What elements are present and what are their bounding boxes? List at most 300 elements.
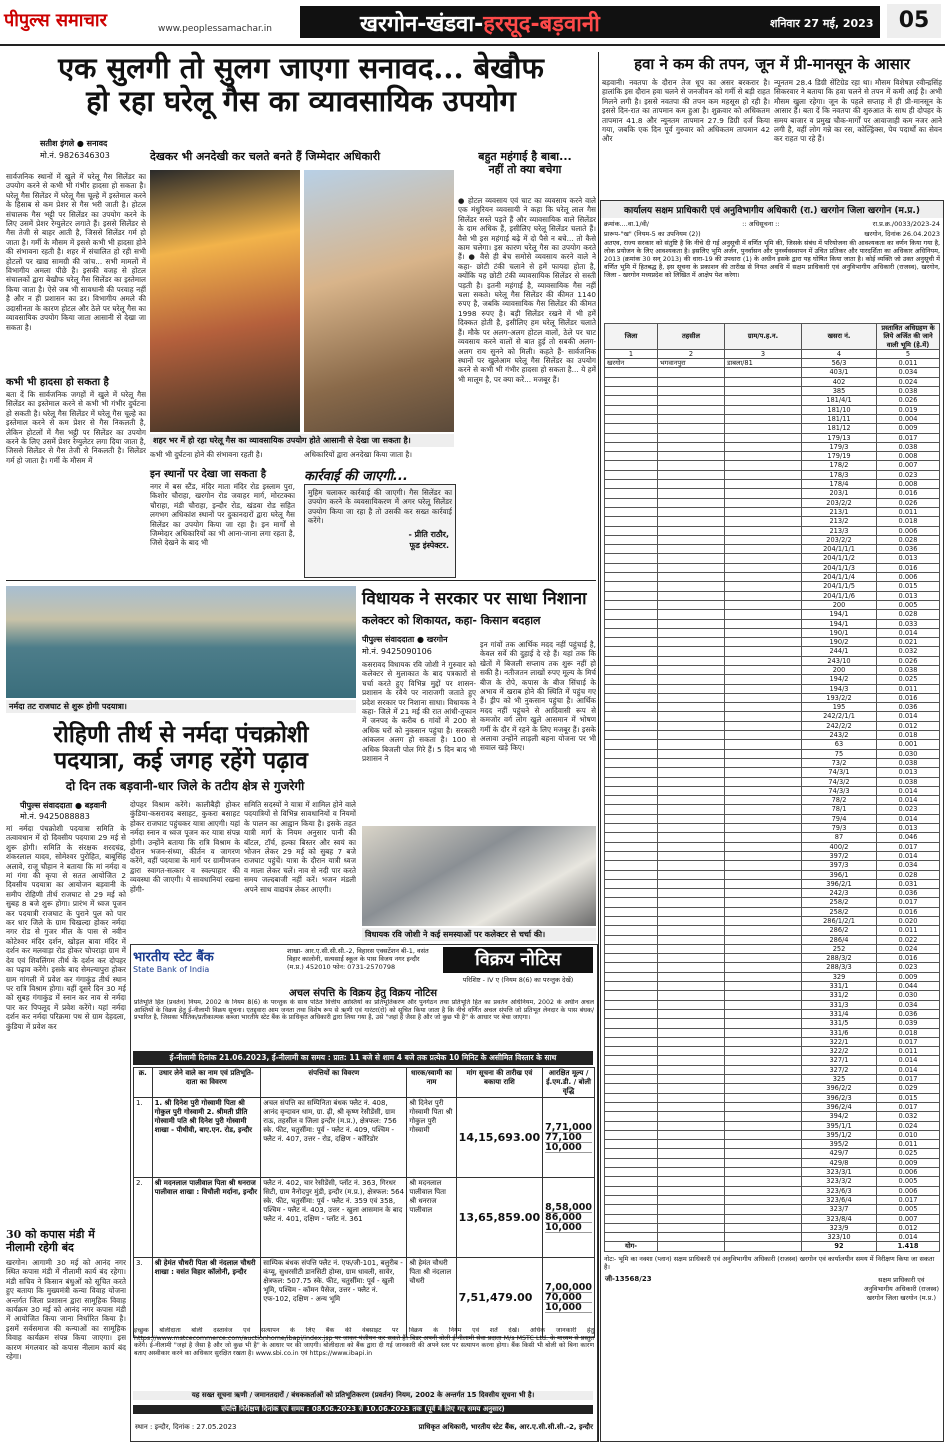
land-sign-right-2: अनुविभागीय अधिकारी (राजस्व) <box>863 1284 939 1293</box>
cell-area: 0.011 <box>877 684 940 693</box>
sbi-bank-sub: State Bank of India <box>133 965 210 974</box>
cell-village <box>725 749 802 758</box>
cell-village <box>725 377 802 386</box>
cotton-headline <box>6 1228 126 1254</box>
cell-village <box>725 517 802 526</box>
cell-area: 0.031 <box>877 879 940 888</box>
land-sign-right <box>864 1275 939 1302</box>
cell-village <box>725 926 802 935</box>
newspaper-logo: पीपुल्स समाचार <box>4 10 107 31</box>
sbi-emd-value: 77,100 <box>545 1133 592 1143</box>
cell-khasra: 181/12 <box>802 424 877 433</box>
cell-village <box>725 647 802 656</box>
cell-area: 0.017 <box>877 1102 940 1111</box>
cell-tehsil <box>658 1186 725 1195</box>
cell-district <box>605 954 658 963</box>
land-table-row <box>605 656 940 665</box>
land-table-row <box>605 1205 940 1214</box>
yatra-headline-1: रोहिणी तीर्थ से नर्मदा पंचक्रोशी <box>53 721 309 748</box>
cell-khasra: 213/1 <box>802 507 877 516</box>
cell-district: खरगोन <box>605 359 658 368</box>
land-table-row <box>605 517 940 526</box>
hdr-village: ग्राम/प.ह.न. <box>725 324 802 350</box>
land-table-row <box>605 879 940 888</box>
cell-district <box>605 721 658 730</box>
cell-khasra: 286/2 <box>802 926 877 935</box>
cell-village <box>725 972 802 981</box>
cell-tehsil <box>658 1102 725 1111</box>
land-table-row <box>605 693 940 702</box>
land-table-row <box>605 861 940 870</box>
cell-khasra: 396/2/3 <box>802 1093 877 1102</box>
yatra-headline <box>6 722 356 775</box>
cell-district <box>605 619 658 628</box>
cell-area: 0.014 <box>877 814 940 823</box>
action-text: मुहिम चलाकर कार्रवाई की जाएगी। गैस सिलेंडर का उपयोग करने के व्यवसायिकरण में अगर घरेलू सिलेंडर उपयोग किया जा रहा है तो उसकी कर सख्त कार्रवाई करेंगे। <box>308 488 452 526</box>
cell-area: 0.009 <box>877 424 940 433</box>
cell-village <box>725 675 802 684</box>
cell-tehsil <box>658 749 725 758</box>
land-table-row <box>605 870 940 879</box>
cell-area: 0.010 <box>877 1130 940 1139</box>
land-table-row <box>605 786 940 795</box>
cell-khasra: 323/6/3 <box>802 1186 877 1195</box>
sbi-brand <box>133 947 283 974</box>
sbi-inc-value: 10,000 <box>545 1143 592 1153</box>
sbi-hdr-property: संपत्तियों का विवरण <box>261 1068 407 1098</box>
cell-khasra: 325 <box>802 1075 877 1084</box>
cell-tehsil <box>658 507 725 516</box>
cell-area: 0.018 <box>877 517 940 526</box>
cell-khasra: 323/3/1 <box>802 1168 877 1177</box>
cell-village <box>725 833 802 842</box>
cell-khasra: 286/4 <box>802 935 877 944</box>
colnum-4: 4 <box>802 349 877 358</box>
cell-area: 0.032 <box>877 1112 940 1121</box>
cell-district <box>605 935 658 944</box>
cell-district <box>605 768 658 777</box>
cell-village <box>725 591 802 600</box>
cell-area: 0.026 <box>877 396 940 405</box>
land-table-row <box>605 889 940 898</box>
land-table-row <box>605 805 940 814</box>
land-table-row <box>605 982 940 991</box>
cell-khasra: 194/1 <box>802 610 877 619</box>
cell-village <box>725 638 802 647</box>
cell-area: 0.006 <box>877 526 940 535</box>
weather-col-1: बड़वानी। नवतपा के दौरान तेज धूप का असर बरकरार है। हालांकि इस दौरान हवा चलने से जनजीवन को गर्मी से बड़ी राहत मिलने लगी है। इससे नवतपा की तपन कम महसूस हो रही है। इससे दिन-रात का तापमान कम हुआ है। शुक्रवार को अधिकतम तापमान 41.8 और न्यूनतम तापमान 27.9 डिग्री दर्ज किया गया, जबकि एक दिन पूर्व गुरुवार को अधिकतम तापमान 42 और <box>602 78 770 144</box>
cell-khasra: 400/2 <box>802 842 877 851</box>
total-label: योग- <box>605 1242 658 1251</box>
cell-khasra: 323/9 <box>802 1223 877 1232</box>
website-url[interactable]: www.peoplessamachar.in <box>158 24 272 34</box>
land-table-row <box>605 1075 940 1084</box>
cell-district <box>605 1009 658 1018</box>
cell-village <box>725 489 802 498</box>
cell-district <box>605 1186 658 1195</box>
cell-area: 0.038 <box>877 758 940 767</box>
yatra-headline-2: पदयात्रा, कई जगह रहेंगे पढ़ाव <box>54 747 308 775</box>
masthead <box>0 0 945 46</box>
cell-district <box>605 1075 658 1084</box>
cell-tehsil <box>658 1093 725 1102</box>
cell-village <box>725 554 802 563</box>
cell-tehsil <box>658 638 725 647</box>
cell-khasra: 242/2/2 <box>802 721 877 730</box>
cell-district <box>605 991 658 1000</box>
cell-tehsil <box>658 963 725 972</box>
cell-khasra: 74/3/2 <box>802 777 877 786</box>
cell-village <box>725 563 802 572</box>
cell-area: 0.018 <box>877 731 940 740</box>
land-table-row <box>605 665 940 674</box>
cell-district <box>605 1158 658 1167</box>
cell-village <box>725 740 802 749</box>
cell-tehsil <box>658 480 725 489</box>
cell-area: 0.014 <box>877 712 940 721</box>
cell-district <box>605 480 658 489</box>
cell-khasra: 181/11 <box>802 414 877 423</box>
sbi-cell-reserve <box>543 1258 595 1338</box>
cell-district <box>605 452 658 461</box>
land-notice-refs-2 <box>601 229 943 238</box>
cell-area: 0.021 <box>877 638 940 647</box>
cell-khasra: 331/2 <box>802 991 877 1000</box>
land-table-row <box>605 1084 940 1093</box>
cell-district <box>605 972 658 981</box>
cell-district <box>605 898 658 907</box>
cell-district <box>605 1065 658 1074</box>
land-table-row <box>605 535 940 544</box>
cell-district <box>605 684 658 693</box>
cell-khasra: 193/2/2 <box>802 693 877 702</box>
ref-mid: :: अधिसूचना :: <box>742 220 780 228</box>
cell-village <box>725 1037 802 1046</box>
cell-area: 0.018 <box>877 1028 940 1037</box>
cell-village <box>725 1121 802 1130</box>
cell-district <box>605 424 658 433</box>
cell-area: 0.023 <box>877 470 940 479</box>
cell-tehsil <box>658 982 725 991</box>
cell-tehsil <box>658 368 725 377</box>
land-table-row <box>605 814 940 823</box>
cell-district <box>605 470 658 479</box>
cell-tehsil <box>658 851 725 860</box>
mla-headline: विधायक ने सरकार पर साधा निशाना <box>362 589 587 609</box>
land-table-row <box>605 489 940 498</box>
cell-tehsil <box>658 796 725 805</box>
sbi-cell-property: अचल संपत्ति का सम्पिनिता बंधक फ्लैट नं. 408, आनंद वृन्दावन धाम, ग्रा. ढ़ी, श्री कृष्ण रेसीडेंसी, ग्राम राऊ, तहसील व जिला इन्दौर (म.प्र.), क्षेत्रफल: 756 स्के. फीट, चतुर्सीमा: पूर्व - फ्लैट नं. 409, पश्चिम - फ्लैट नं. 407, उत्तर - रोड, दक्षिण - कॉरिडोर <box>261 1098 407 1178</box>
cell-khasra: 331/5 <box>802 1019 877 1028</box>
cell-area: 0.008 <box>877 480 940 489</box>
cell-tehsil <box>658 684 725 693</box>
cell-district <box>605 917 658 926</box>
cell-tehsil <box>658 424 725 433</box>
cell-khasra: 258/2 <box>802 898 877 907</box>
cell-district <box>605 749 658 758</box>
cell-district <box>605 573 658 582</box>
yatra-mobile: मो.नं. 9425088883 <box>20 812 90 821</box>
cell-tehsil <box>658 758 725 767</box>
cell-area: 0.014 <box>877 851 940 860</box>
cell-district <box>605 944 658 953</box>
cell-village <box>725 433 802 442</box>
cell-district <box>605 1112 658 1121</box>
land-table-row <box>605 1093 940 1102</box>
lead-mid-text-2: नगर में बस स्टैंड, मंदिर माता मंदिर रोड इस्लाम पुरा, किशोर चौराहा, खरगोन रोड जवाहर मार्ग, मोरटक्का चौराहा, मंडी चौराहा, इन्दौर रोड, खंडवा रोड सहित लगभग अधिकांश स्थानों पर दुकानदारों द्वारा घरेलू गैस सिलेंडर का उपयोग किया जा रहा है। इन मार्गों से जिम्मेदार अधिकारियों का भी आना-जाना लगा रहता है, जिसे देखने के बाद भी <box>150 482 295 548</box>
cell-tehsil <box>658 656 725 665</box>
land-table-row <box>605 1047 940 1056</box>
cell-village <box>725 656 802 665</box>
colnum-5: 5 <box>877 349 940 358</box>
region-main: खरगोन-खंडवा- <box>360 12 484 37</box>
cell-village <box>725 1112 802 1121</box>
cell-district <box>605 517 658 526</box>
sbi-appendix: परिशिष्ट - IV ए (नियम 8(6) का परन्तुक देखें) <box>462 976 574 984</box>
cell-khasra: 327/1 <box>802 1056 877 1065</box>
cell-tehsil <box>658 1047 725 1056</box>
sbi-cell-borrower: श्री मदनलाल पालीवाल पिता श्री धनराज पालीवाल शाखा : विचौली मर्दाना, इन्दौर <box>152 1178 261 1258</box>
sbi-cell-borrower: 1. श्री दिनेश पुरी गोस्वामी पिता श्री गोकुल पुरी गोस्वामी 2. श्रीमती प्रीति गोस्वामी पति श्री दिनेश पुरी गोस्वामी शाखा - पीथीवी, बाए.एन. रोड, इन्दौर <box>152 1098 261 1178</box>
cell-tehsil <box>658 824 725 833</box>
sbi-hdr-owner: धारक/स्वामी का नाम <box>407 1068 456 1098</box>
land-table-row <box>605 368 940 377</box>
cell-district <box>605 758 658 767</box>
cell-district <box>605 414 658 423</box>
cell-tehsil <box>658 489 725 498</box>
cell-khasra: 394/2 <box>802 1112 877 1121</box>
cell-area: 0.014 <box>877 1233 940 1242</box>
cell-district <box>605 814 658 823</box>
cell-khasra: 204/1/1/2 <box>802 554 877 563</box>
cell-village <box>725 1205 802 1214</box>
land-table-row <box>605 498 940 507</box>
lead-column-1: सार्वजनिक स्थानों में खुले में घरेलू गैस सिलेंडर का उपयोग करने से कभी भी गंभीर हादसा हो सकता है। घरेलू गैस सिलेंडर में घरेलू गैस चूल्हे में इस्तेमाल करने के हिसाब से कम प्रेशर से गैस भरी जाती है। होटल संचालक गैस भट्टी पर सिलेंडर का उपयोग करने के लिए उसमें प्रेशर रेग्युलेटर लगाते हैं। इससे सिलेंडर से गैस तेजी से बाहर आती है, जिससे सिलेंडर गर्म हो जाता है। गर्मी के मौसम में इससे कभी भी हादसा होने की संभावना रहती है। शहर में संचालित हो रही सभी होटलों पर खाद्य सामग्री की जांच... सभी मामलों में विभागीय अमला पीछे है। इसकी वजह से होटल संचालकों द्वारा बेखौफ घरेलू गैस सिलेंडर का इस्तेमाल किया जाता है। ऐसे जब भी सावधानी की परवाह नहीं है और न ही प्रशासन का डर। विभागीय अमले की उदासीनता के कारण होटल और ठेले पर घरेलू गैस का व्यावसायिक उपयोग किया जाता आसानी से देखा जा सकता है। <box>6 172 146 332</box>
sbi-cell-no: 1. <box>134 1098 153 1178</box>
cell-tehsil <box>658 1149 725 1158</box>
cell-village <box>725 405 802 414</box>
sbi-table <box>133 1067 595 1338</box>
cell-area: 0.016 <box>877 907 940 916</box>
cell-tehsil <box>658 1037 725 1046</box>
land-table-row <box>605 647 940 656</box>
cell-khasra: 190/1 <box>802 628 877 637</box>
cell-area: 0.036 <box>877 889 940 898</box>
cell-tehsil <box>658 1130 725 1139</box>
sbi-reserve-value: 7,00,000 <box>545 1281 592 1293</box>
land-table-row <box>605 480 940 489</box>
land-table-row <box>605 712 940 721</box>
lead-subhead-right-1: बहुत महंगाई है बाबा... <box>478 150 572 163</box>
cell-tehsil <box>658 442 725 451</box>
total-count: 92 <box>802 1242 877 1251</box>
cell-village <box>725 1233 802 1242</box>
cell-village <box>725 898 802 907</box>
land-table-row <box>605 740 940 749</box>
cell-village <box>725 396 802 405</box>
cell-tehsil <box>658 786 725 795</box>
cell-area: 0.015 <box>877 1093 940 1102</box>
land-table-row <box>605 359 940 368</box>
land-table-row <box>605 470 940 479</box>
sbi-emd-value: 70,000 <box>545 1293 592 1303</box>
land-table-row <box>605 507 940 516</box>
cell-village <box>725 758 802 767</box>
cell-village <box>725 870 802 879</box>
cell-village <box>725 1177 802 1186</box>
cell-district <box>605 712 658 721</box>
cell-district <box>605 926 658 935</box>
cell-tehsil <box>658 461 725 470</box>
cell-district <box>605 1195 658 1204</box>
cell-area: 0.016 <box>877 489 940 498</box>
action-box <box>304 484 456 578</box>
land-table-row <box>605 684 940 693</box>
cell-tehsil <box>658 498 725 507</box>
cell-area: 0.012 <box>877 721 940 730</box>
cell-area: 0.014 <box>877 1056 940 1065</box>
cell-tehsil <box>658 721 725 730</box>
land-sign-left: जी-13568/23 <box>605 1274 652 1283</box>
lead-right-column: ● होटल व्यवसाय एवं चाट का व्यवसाय करने वाले एक मंधुरियन व्यवसायी ने कहा कि घरेलू लाल गैस सिलेंडर सस्ते पड़ते हैं और व्यावसायिक वाले सिलेंडर के दाम अधिक हैं, इसीलिए घरेलू सिलेंडर चलाते हैं। वैसे भी इस महंगाई बढ़े में दो पैसे न बचे... तो कैसे काम चलेगा। इस कारण घरेलू गैस का उपयोग करते हैं। ● वैसे ही बेच समोसे व्यवसाय करने वाले ने कहा- छोटी टंकी चलाने से हमें फायदा होता है, क्योंकि यह छोटी टंकी व्यावसायिक सिलेंडर से सस्ती पड़ती है। इतनी महंगाई है, व्यावसायिक गैस नहीं चला सकते। घरेलू गैस सिलेंडर की कीमत 1140 रुपए है, जबकि व्यावसायिक गैस सिलेंडर की कीमत 1998 रुपए है। बड़ी सिलेंडर रखने में भी हमें दिक्कत होती है, इसीलिए हम घरेलू सिलेंडर चलाते हैं। मौके पर अलग-अलग होटल वालों, ठेले पर चाट व्यवसाय करने वालों से बात हुई तो सबकी अलग-अलग राय सुनने को मिली। कहते हैं- सार्वजनिक स्थानों पर खुलेआम घरेलू गैस सिलेंडर का उपयोग करने से कभी भी गंभीर हादसा हो सकता है... ये हमें भी मालूम है, पर क्या करें... मजबूर हैं। <box>458 196 596 384</box>
cell-tehsil <box>658 647 725 656</box>
cell-village <box>725 582 802 591</box>
sbi-table-row <box>134 1178 595 1258</box>
cell-village <box>725 1065 802 1074</box>
sbi-cell-no: 2. <box>134 1178 153 1258</box>
cell-tehsil <box>658 1028 725 1037</box>
cell-district <box>605 1084 658 1093</box>
edition-date: शनिवार 27 मई, 2023 <box>770 17 874 30</box>
cell-area: 0.024 <box>877 1121 940 1130</box>
cell-khasra: 403/1 <box>802 368 877 377</box>
cell-village <box>725 545 802 554</box>
cell-village <box>725 1130 802 1139</box>
colnum-1: 1 <box>605 349 658 358</box>
mla-photo-caption: विधायक रवि जोशी ने कई समस्याओं पर कलेक्टर से चर्चा की। <box>362 928 596 941</box>
cell-khasra: 204/1/1/5 <box>802 582 877 591</box>
hdr-khasra: खसरा नं. <box>802 324 877 350</box>
cell-khasra: 243/2 <box>802 731 877 740</box>
land-table-row <box>605 777 940 786</box>
cell-village <box>725 982 802 991</box>
cell-area: 0.009 <box>877 1158 940 1167</box>
cell-tehsil <box>658 1177 725 1186</box>
land-table-row <box>605 935 940 944</box>
cell-khasra: 200 <box>802 665 877 674</box>
cell-tehsil <box>658 535 725 544</box>
cell-area: 0.016 <box>877 954 940 963</box>
land-table-row <box>605 1037 940 1046</box>
cell-tehsil <box>658 554 725 563</box>
cell-tehsil <box>658 712 725 721</box>
land-table-row <box>605 758 940 767</box>
cell-area: 0.008 <box>877 452 940 461</box>
cell-tehsil <box>658 1121 725 1130</box>
land-table-row <box>605 1000 940 1009</box>
cell-village <box>725 684 802 693</box>
yatra-col-3: समिति सदस्यों ने यात्रा में शामिल होने वाले पदयात्रियों से विभिन्न सावधानियों व नियमों के पालन का आह्वान किया है। इसके तहत यात्री मार्ग के नियम अनुसार पानी की बॉटल, टॉर्च, हल्का बिस्तर और स्वयं का भोजन लेकर 29 मई को सुबह 7 बजे राजघाट पहुंचें। यात्रा के दौरान यात्री ध्वज व माला लेकर चलें। नाव से नदी पार करते समय जल्दबाजी नहीं करें। भजन मंडली अपने साथ वाद्ययंत्र लेकर आएगी। <box>244 800 356 894</box>
cell-area: 0.011 <box>877 507 940 516</box>
cell-village <box>725 1009 802 1018</box>
sbi-cell-property: फ्लैट नं. 402, चार रेसीडेंसी, प्लॉट नं. 363, गिरधर सिटी, ग्राम नैनोदपुर मुंडी, इन्दौर (म.प्र.), क्षेत्रफल: 564 स्के. फीट, चतुर्सीमा: पूर्व - फ्लैट नं. 359 एवं 358, पश्चिम - फ्लैट नं. 403, उत्तर - खुला आसमान के बाद फ्लैट नं. 401, दक्षिण - प्लॉट नं. 361 <box>261 1178 407 1258</box>
cell-tehsil <box>658 907 725 916</box>
cell-khasra: 323/7 <box>802 1205 877 1214</box>
cell-khasra: 204/1/1/3 <box>802 563 877 572</box>
cell-area: 0.013 <box>877 591 940 600</box>
cell-area: 0.030 <box>877 991 940 1000</box>
cell-tehsil <box>658 675 725 684</box>
yatra-col-2: दोपहर विश्राम करेंगे। कालीबैड़ी होकर कुंडिया-कसरावद बसाहट, कुकरा बसाहट होकर राजघाट पहुंचकर यात्रा आएगी। यहां नर्मदा स्नान व ध्वज पूजन कर यात्रा संपन्न होगी। उन्होंने बताया कि रात्रि विश्राम के दौरान भजन-संध्या, कीर्तन व जागरण करेंगे, वहीं पदयात्रा के मार्ग पर ग्रामीणजन द्वारा स्वागत-सत्कार व स्वल्पाहार की व्यवस्था की जाएगी। ये सावधानियां रखना होंगी- <box>130 800 240 894</box>
cell-area: 0.017 <box>877 1037 940 1046</box>
cell-khasra: 288/3/2 <box>802 954 877 963</box>
cell-district <box>605 963 658 972</box>
cell-village <box>725 1056 802 1065</box>
cell-khasra: 213/2 <box>802 517 877 526</box>
cell-district <box>605 982 658 991</box>
cell-area: 0.001 <box>877 740 940 749</box>
cell-village <box>725 1149 802 1158</box>
cell-tehsil <box>658 1205 725 1214</box>
mla-mobile: मो.नं. 9425090106 <box>362 647 432 656</box>
cell-village <box>725 1158 802 1167</box>
cell-village <box>725 824 802 833</box>
cell-district <box>605 628 658 637</box>
cell-district <box>605 665 658 674</box>
cell-tehsil <box>658 396 725 405</box>
region-highlight: हरसूद-बड़वानी <box>483 12 600 37</box>
cell-district <box>605 731 658 740</box>
lead-column-1b: बता दें कि सार्वजनिक जगहों में खुले में घरेलू गैस सिलेंडर का इस्तेमाल करने से कभी भी गंभीर दुर्घटना हो सकती है। घरेलू गैस सिलेंडर में घरेलू गैस चूल्हे का इस्तेमाल करने से कम प्रेशर से गैस निकलती है, लेकिन होटलों में गैस भट्ठी पर सिलेंडर का उपयोग करने के लिए उसमें प्रेशर रेग्युलेटर लगा दिया जाता है, जिससे सिलेंडर से गैस तेजी से निकलती है। सिलेंडर गर्म हो जाता है। गर्मी के मौसम में <box>6 390 146 465</box>
cell-tehsil <box>658 944 725 953</box>
cell-area: 0.016 <box>877 563 940 572</box>
cell-khasra: 288/3/3 <box>802 963 877 972</box>
mla-subhead: कलेक्टर को शिकायत, कहा- किसान बदहाल <box>362 614 541 627</box>
cell-tehsil <box>658 879 725 888</box>
cell-khasra: 190/2 <box>802 638 877 647</box>
cell-tehsil <box>658 768 725 777</box>
cell-village <box>725 526 802 535</box>
cell-village <box>725 1186 802 1195</box>
cell-tehsil <box>658 545 725 554</box>
land-table-header <box>605 324 940 350</box>
land-table-total <box>605 1242 940 1251</box>
cell-khasra: 204/1/1/1 <box>802 545 877 554</box>
cell-district <box>605 1121 658 1130</box>
land-table-row <box>605 461 940 470</box>
cell-khasra: 329 <box>802 972 877 981</box>
land-table-row <box>605 554 940 563</box>
cell-khasra: 63 <box>802 740 877 749</box>
cell-district <box>605 1037 658 1046</box>
land-table-row <box>605 1149 940 1158</box>
cell-area: 0.036 <box>877 703 940 712</box>
cell-area: 0.014 <box>877 628 940 637</box>
land-table-row <box>605 1009 940 1018</box>
total-area: 1.418 <box>877 1242 940 1251</box>
cell-village <box>725 963 802 972</box>
cell-area: 0.026 <box>877 656 940 665</box>
cell-area: 0.023 <box>877 963 940 972</box>
cell-tehsil <box>658 610 725 619</box>
cell-khasra: 396/2/1 <box>802 879 877 888</box>
total-blank-1 <box>658 1242 725 1251</box>
cell-district <box>605 1223 658 1232</box>
land-table-row <box>605 851 940 860</box>
land-notice-body: अतएव, राज्य सरकार को संतुष्टि है कि नीचे दी गई अनुसूची में वर्णित भूमि की, जिसके संबंध में परियोजना की आवश्यकता का वर्णन किया गया है, लोक प्रयोजन के लिए आवश्यकता है। इसलिए भूमि अर्जन, पुनर्वासन और पुनर्व्यवस्थापन में उचित प्रतिकर और पारदर्शिता का अधिकार अधिनियम, 2013 (क्रमांक 30 सन् 2013) की धारा-19 की उपधारा (1) के अधीन इसके द्वारा यह घोषित किया जाता है। कोई व्यक्ति जो उक्त अनुसूची में वर्णित भूमि में हितबद्ध है, इस सूचना के प्रकाशन की तारीख से नियत अवधि में सक्षम प्राधिकारी एवं अनुविभागीय अधिकारी (राजस्व), खरगोन, जिला - खरगोन मध्यप्रदेश को लिखित में आक्षेप पेश करेगा। <box>604 239 940 279</box>
mla-byline: पीपुल्स संवाददाता ● खरगोन <box>362 635 448 644</box>
cell-khasra: 242/2/1/1 <box>802 712 877 721</box>
